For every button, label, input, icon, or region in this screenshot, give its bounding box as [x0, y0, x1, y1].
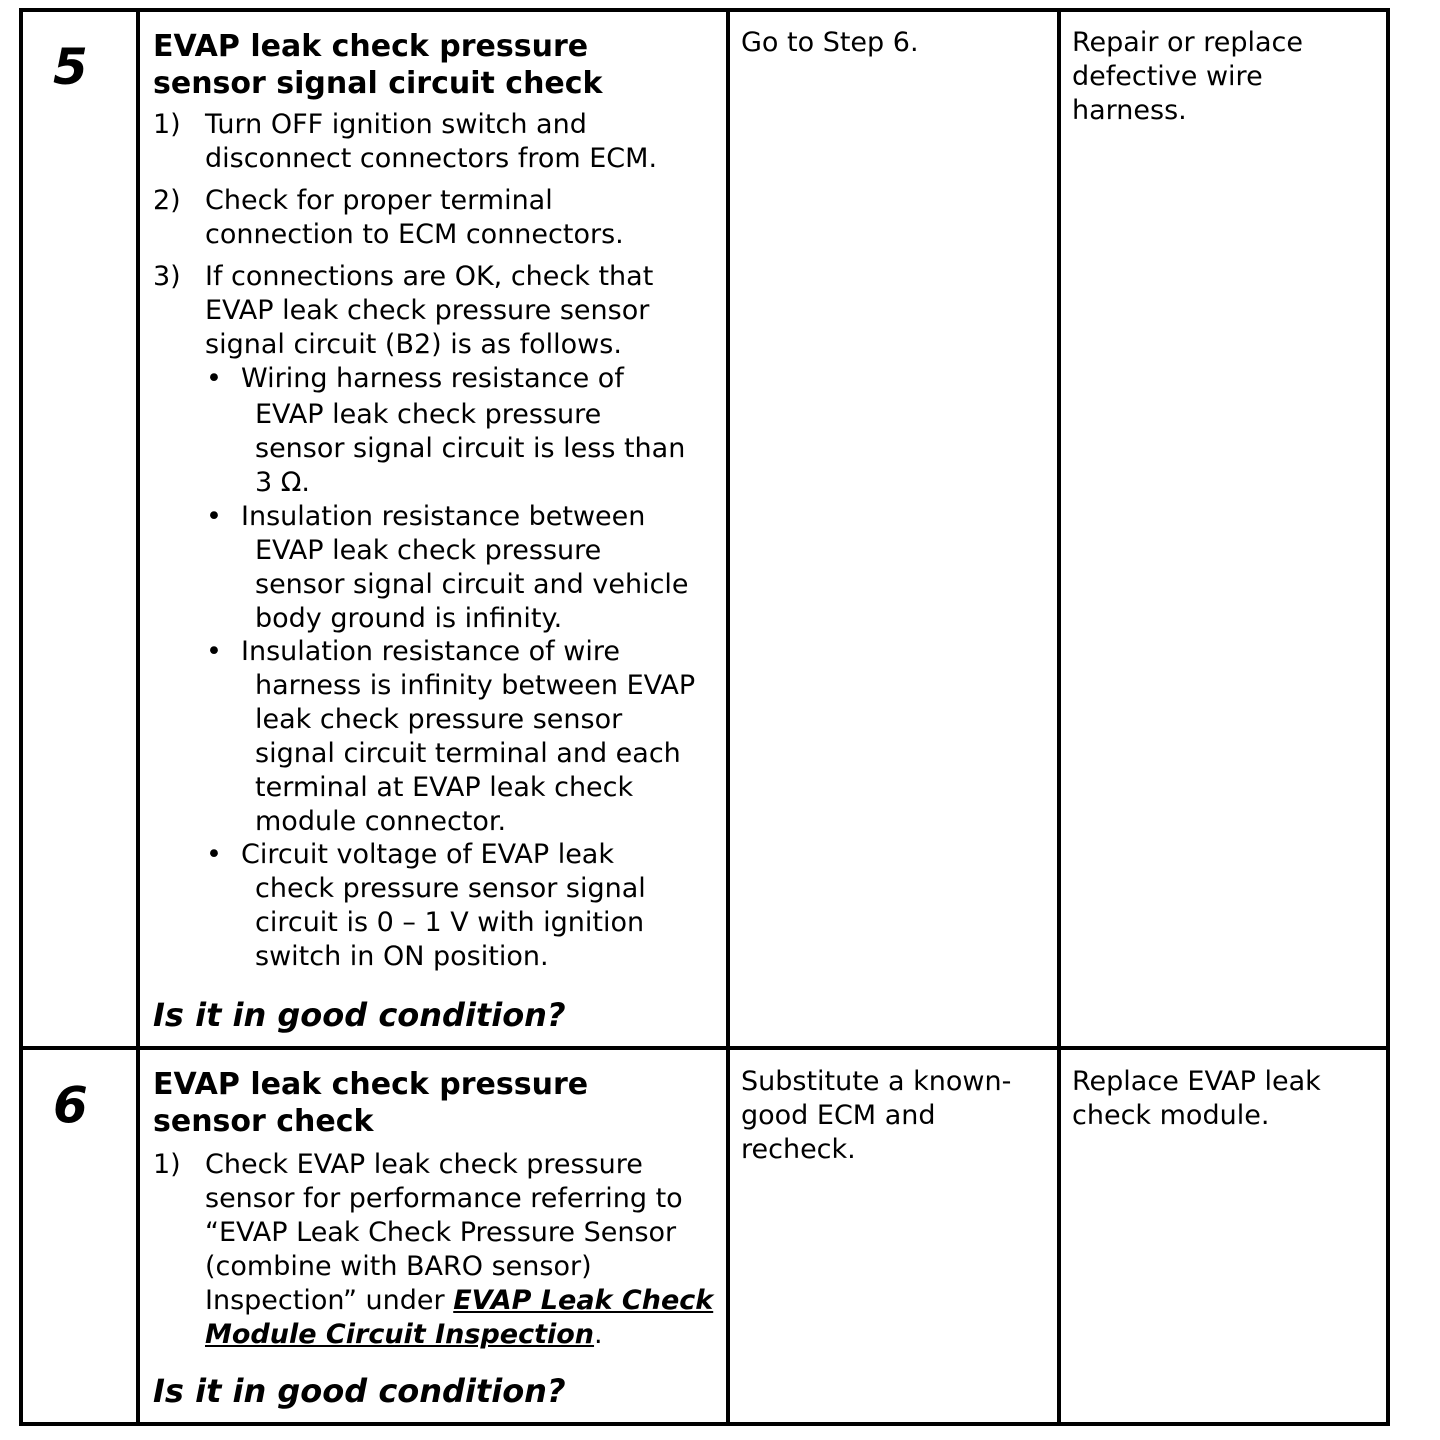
list-item-text: sensor for performance referring to — [205, 1183, 683, 1214]
no-result: Replace EVAP leak — [1072, 1066, 1321, 1097]
bullet-text: harness is infinity between EVAP — [255, 670, 696, 701]
no-result: Repair or replace — [1072, 27, 1303, 58]
bullet-text: Insulation resistance of wire — [241, 636, 620, 667]
list-number: 1) — [153, 1149, 181, 1180]
bullet-text: switch in ON position. — [255, 941, 549, 972]
yes-result: good ECM and — [741, 1100, 936, 1131]
bullet-icon: • — [206, 501, 222, 532]
bullet-icon: • — [206, 363, 222, 394]
list-item-text: If connections are OK, check that — [205, 261, 654, 292]
yes-result: Go to Step 6. — [741, 27, 919, 58]
bullet-text: Insulation resistance between — [241, 501, 646, 532]
bullet-text: Wiring harness resistance of — [241, 363, 624, 394]
list-item-text: EVAP leak check pressure sensor — [205, 295, 650, 326]
bullet-text: Circuit voltage of EVAP leak — [241, 839, 614, 870]
inspection-reference-link[interactable]: Module Circuit Inspection — [205, 1319, 595, 1350]
list-number: 1) — [153, 109, 181, 140]
no-result: harness. — [1072, 95, 1187, 126]
inspection-reference-link[interactable]: EVAP Leak Check — [453, 1285, 714, 1316]
column-divider — [136, 12, 140, 1422]
no-result: check module. — [1072, 1100, 1270, 1131]
list-item-text: Turn OFF ignition switch and — [205, 109, 587, 140]
list-item-text: Inspection” under EVAP Leak Check — [205, 1285, 714, 1316]
no-result: defective wire — [1072, 61, 1263, 92]
bullet-text: 3 Ω. — [255, 467, 310, 498]
list-number: 2) — [153, 185, 181, 216]
bullet-text: EVAP leak check pressure — [255, 399, 602, 430]
bullet-text: check pressure sensor signal — [255, 873, 646, 904]
condition-question: Is it in good condition? — [153, 1372, 566, 1410]
list-item-text: Module Circuit Inspection. — [205, 1319, 603, 1350]
bullet-text: terminal at EVAP leak check — [255, 772, 634, 803]
bullet-icon: • — [206, 636, 222, 667]
list-item-text: signal circuit (B2) is as follows. — [205, 329, 622, 360]
list-item-text: Check for proper terminal — [205, 185, 553, 216]
bullet-text: body ground is infinity. — [255, 603, 563, 634]
bullet-text: EVAP leak check pressure — [255, 535, 602, 566]
row-divider — [23, 1046, 1386, 1050]
list-item-text: Check EVAP leak check pressure — [205, 1149, 643, 1180]
procedure-table: 5 EVAP leak check pressure sensor signal circuit check 1) Turn OFF ignition switch and disconnect connectors from ECM. 2) Check for proper terminal connection to ECM connectors. 3) If connections are OK, check that EVAP leak check pressure sensor signal circuit (B2) is as follows. • Wiring harness resistance of EVAP leak check pressure sensor signal circuit is less than 3 Ω. • Insulation resistance between EVAP leak check pressure sensor signal circuit and vehicle body ground is infinity. • Insulation resistance of wire harness is infinity between EVAP leak check pressure sensor signal circuit terminal and each terminal at EVAP leak check module connector. • Circuit voltage of EVAP leak check pressure sensor signal circuit is 0 – 1 V with ignition switch in ON position. Is it in good condition? Go to Step 6. Repair or replace defective wire harness. 6 EVAP leak check pressure sensor check 1) Check EVAP leak check pressure sensor for performance referring to “EVAP Leak Check Pressure Sensor (combine with BARO sensor) Inspection” under EVAP Leak Check Module Circuit Inspection. Is it in good condition? Substitute a known- good ECM and recheck. Replace EVAP leak check module. — [19, 8, 1390, 1426]
list-item-text: disconnect connectors from ECM. — [205, 143, 658, 174]
bullet-text: module connector. — [255, 806, 507, 837]
step-number: 5 — [53, 38, 88, 96]
list-item-text: connection to ECM connectors. — [205, 219, 624, 250]
bullet-text: circuit is 0 – 1 V with ignition — [255, 907, 645, 938]
list-item-text: “EVAP Leak Check Pressure Sensor — [205, 1217, 677, 1248]
bullet-text: signal circuit terminal and each — [255, 738, 681, 769]
condition-question: Is it in good condition? — [153, 996, 566, 1034]
list-number: 3) — [153, 261, 181, 292]
yes-result: recheck. — [741, 1134, 856, 1165]
yes-result: Substitute a known- — [741, 1066, 1012, 1097]
bullet-text: sensor signal circuit is less than — [255, 433, 686, 464]
step-number: 6 — [53, 1076, 88, 1134]
bullet-text: sensor signal circuit and vehicle — [255, 569, 689, 600]
column-divider — [726, 12, 730, 1422]
bullet-text: leak check pressure sensor — [255, 704, 623, 735]
column-divider — [1057, 12, 1061, 1422]
list-item-text: (combine with BARO sensor) — [205, 1251, 592, 1282]
bullet-icon: • — [206, 839, 222, 870]
